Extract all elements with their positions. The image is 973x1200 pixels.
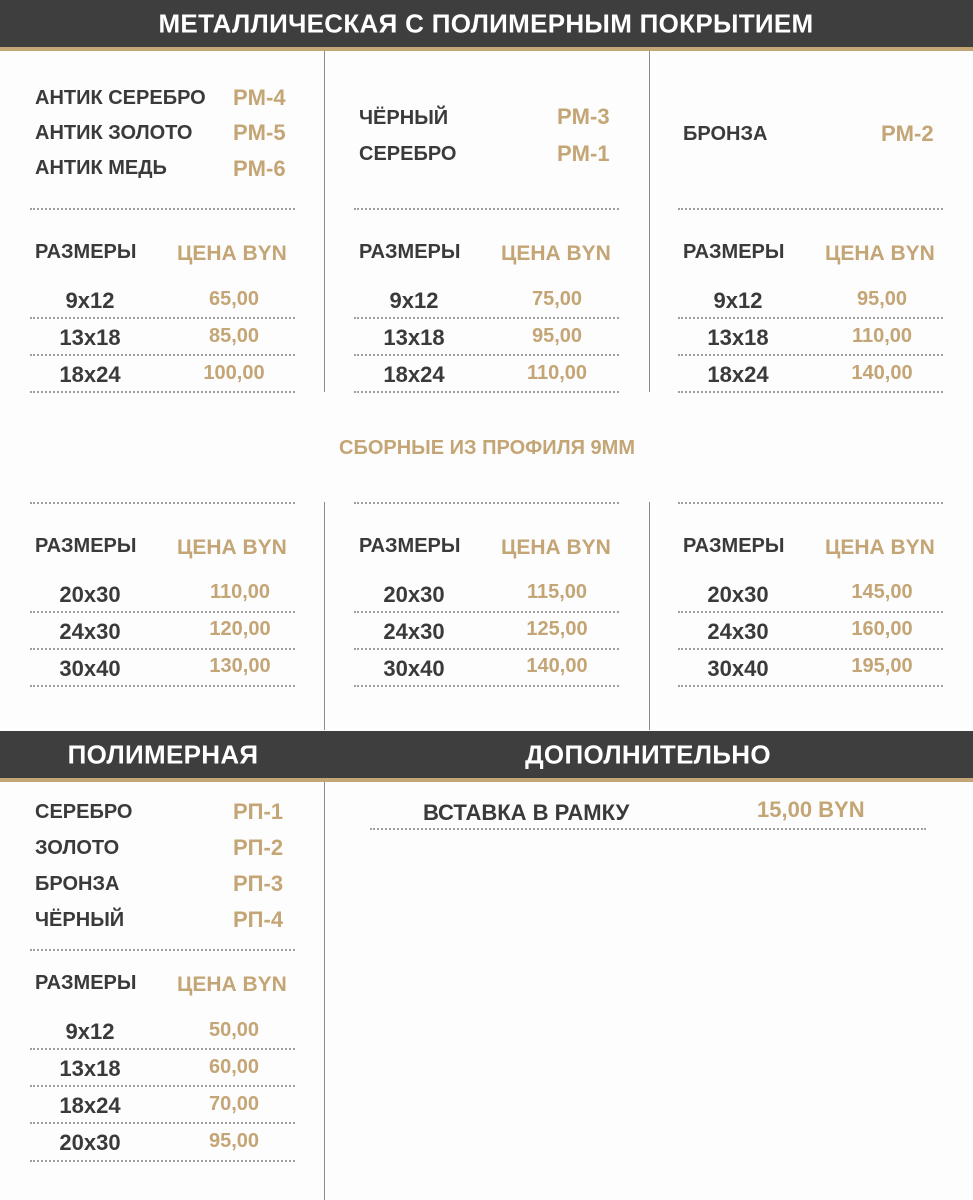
- size-cell: 9x12: [65, 1019, 115, 1044]
- row-divider: [354, 685, 619, 687]
- sizes-header: РАЗМЕРЫ: [359, 241, 461, 263]
- price-cell: 110,00: [851, 325, 913, 347]
- size-cell: 20x30: [383, 582, 445, 607]
- size-cell: 24x30: [707, 619, 769, 644]
- size-cell: 30x40: [59, 656, 121, 681]
- column-divider: [649, 502, 650, 730]
- size-cell: 9x12: [65, 288, 115, 313]
- variant-name: СЕРЕБРО: [35, 801, 133, 823]
- size-cell: 20x30: [707, 582, 769, 607]
- row-divider: [678, 354, 943, 356]
- sizes-header: РАЗМЕРЫ: [683, 241, 785, 263]
- row-divider: [678, 317, 943, 319]
- size-cell: 18x24: [383, 362, 445, 387]
- size-cell: 30x40: [707, 656, 769, 681]
- dotted-divider: [370, 828, 926, 830]
- price-header: ЦЕНА BYN: [501, 536, 611, 559]
- price-cell: 160,00: [851, 618, 913, 640]
- extra-item-name: ВСТАВКА В РАМКУ: [423, 800, 630, 825]
- price-cell: 70,00: [208, 1093, 260, 1115]
- size-cell: 20x30: [59, 582, 121, 607]
- price-header: ЦЕНА BYN: [825, 242, 935, 265]
- price-cell: 50,00: [208, 1019, 260, 1041]
- row-divider: [30, 317, 295, 319]
- variant-code: PM-3: [557, 104, 610, 129]
- row-divider: [678, 391, 943, 393]
- variant-code: PM-1: [557, 141, 610, 166]
- section-subtitle: СБОРНЫЕ ИЗ ПРОФИЛЯ 9ММ: [339, 437, 635, 459]
- column-divider: [324, 782, 325, 1200]
- price-cell: 110,00: [209, 581, 271, 603]
- dotted-divider: [678, 502, 943, 504]
- price-cell: 145,00: [851, 581, 913, 603]
- size-cell: 18x24: [59, 1093, 121, 1118]
- variant-name: АНТИК МЕДЬ: [35, 157, 167, 179]
- row-divider: [354, 648, 619, 650]
- price-cell: 140,00: [526, 655, 588, 677]
- dotted-divider: [354, 502, 619, 504]
- metal-header-bar: [0, 0, 973, 51]
- row-divider: [30, 1048, 295, 1050]
- row-divider: [30, 685, 295, 687]
- metal-title: МЕТАЛЛИЧЕСКАЯ С ПОЛИМЕРНЫМ ПОКРЫТИЕМ: [158, 8, 814, 38]
- row-divider: [354, 611, 619, 613]
- price-cell: 95,00: [208, 1130, 260, 1152]
- column-divider: [649, 51, 650, 392]
- polymer-title: ПОЛИМЕРНАЯ: [67, 739, 259, 769]
- row-divider: [354, 354, 619, 356]
- price-header: ЦЕНА BYN: [177, 242, 287, 265]
- price-cell: 115,00: [526, 581, 588, 603]
- variant-name: ЗОЛОТО: [35, 837, 120, 859]
- row-divider: [678, 685, 943, 687]
- size-cell: 18x24: [707, 362, 769, 387]
- price-cell: 110,00: [526, 362, 588, 384]
- row-divider: [678, 648, 943, 650]
- variant-code: РП-1: [233, 799, 284, 824]
- price-cell: 65,00: [208, 288, 260, 310]
- size-cell: 30x40: [383, 656, 445, 681]
- row-divider: [354, 391, 619, 393]
- variant-name: АНТИК СЕРЕБРО: [35, 87, 206, 109]
- variant-code: РП-3: [233, 871, 284, 896]
- variant-code: РП-2: [233, 835, 284, 860]
- size-cell: 9x12: [389, 288, 439, 313]
- row-divider: [30, 1160, 295, 1162]
- variant-name: ЧЁРНЫЙ: [359, 107, 449, 129]
- price-cell: 125,00: [526, 618, 588, 640]
- dotted-divider: [30, 502, 295, 504]
- variant-code: PM-6: [233, 156, 286, 181]
- variant-name: ЧЁРНЫЙ: [35, 909, 125, 931]
- extra-item-price: 15,00 BYN: [757, 797, 865, 822]
- price-cell: 60,00: [208, 1056, 260, 1078]
- sizes-header: РАЗМЕРЫ: [35, 972, 137, 994]
- size-cell: 18x24: [59, 362, 121, 387]
- price-cell: 95,00: [531, 325, 583, 347]
- price-cell: 195,00: [851, 655, 913, 677]
- variant-code: PM-2: [881, 121, 934, 146]
- size-cell: 9x12: [713, 288, 763, 313]
- extra-title: ДОПОЛНИТЕЛЬНО: [525, 739, 771, 769]
- row-divider: [30, 611, 295, 613]
- size-cell: 13x18: [59, 325, 121, 350]
- dotted-divider: [354, 208, 619, 210]
- price-header: ЦЕНА BYN: [501, 242, 611, 265]
- price-cell: 100,00: [203, 362, 265, 384]
- variant-code: РП-4: [233, 907, 284, 932]
- size-cell: 24x30: [383, 619, 445, 644]
- row-divider: [30, 1122, 295, 1124]
- bottom-header-bar: [0, 731, 973, 782]
- price-header: ЦЕНА BYN: [177, 536, 287, 559]
- size-cell: 13x18: [383, 325, 445, 350]
- sizes-header: РАЗМЕРЫ: [683, 535, 785, 557]
- variant-name: СЕРЕБРО: [359, 143, 457, 165]
- row-divider: [354, 317, 619, 319]
- size-cell: 13x18: [707, 325, 769, 350]
- row-divider: [30, 648, 295, 650]
- variant-code: PM-5: [233, 120, 286, 145]
- sizes-header: РАЗМЕРЫ: [359, 535, 461, 557]
- price-header: ЦЕНА BYN: [825, 536, 935, 559]
- price-cell: 85,00: [208, 325, 260, 347]
- sizes-header: РАЗМЕРЫ: [35, 241, 137, 263]
- sizes-header: РАЗМЕРЫ: [35, 535, 137, 557]
- price-cell: 95,00: [856, 288, 908, 310]
- variant-name: БРОНЗА: [35, 873, 120, 895]
- column-divider: [324, 51, 325, 392]
- row-divider: [30, 354, 295, 356]
- row-divider: [30, 1085, 295, 1087]
- size-cell: 13x18: [59, 1056, 121, 1081]
- size-cell: 20x30: [59, 1130, 121, 1155]
- price-cell: 130,00: [209, 655, 271, 677]
- price-cell: 140,00: [851, 362, 913, 384]
- dotted-divider: [678, 208, 943, 210]
- price-cell: 75,00: [531, 288, 583, 310]
- dotted-divider: [30, 208, 295, 210]
- size-cell: 24x30: [59, 619, 121, 644]
- price-header: ЦЕНА BYN: [177, 973, 287, 996]
- variant-name: БРОНЗА: [683, 123, 768, 145]
- row-divider: [678, 611, 943, 613]
- dotted-divider: [30, 949, 295, 951]
- variant-code: PM-4: [233, 85, 286, 110]
- price-cell: 120,00: [209, 618, 271, 640]
- variant-name: АНТИК ЗОЛОТО: [35, 122, 193, 144]
- row-divider: [30, 391, 295, 393]
- column-divider: [324, 502, 325, 730]
